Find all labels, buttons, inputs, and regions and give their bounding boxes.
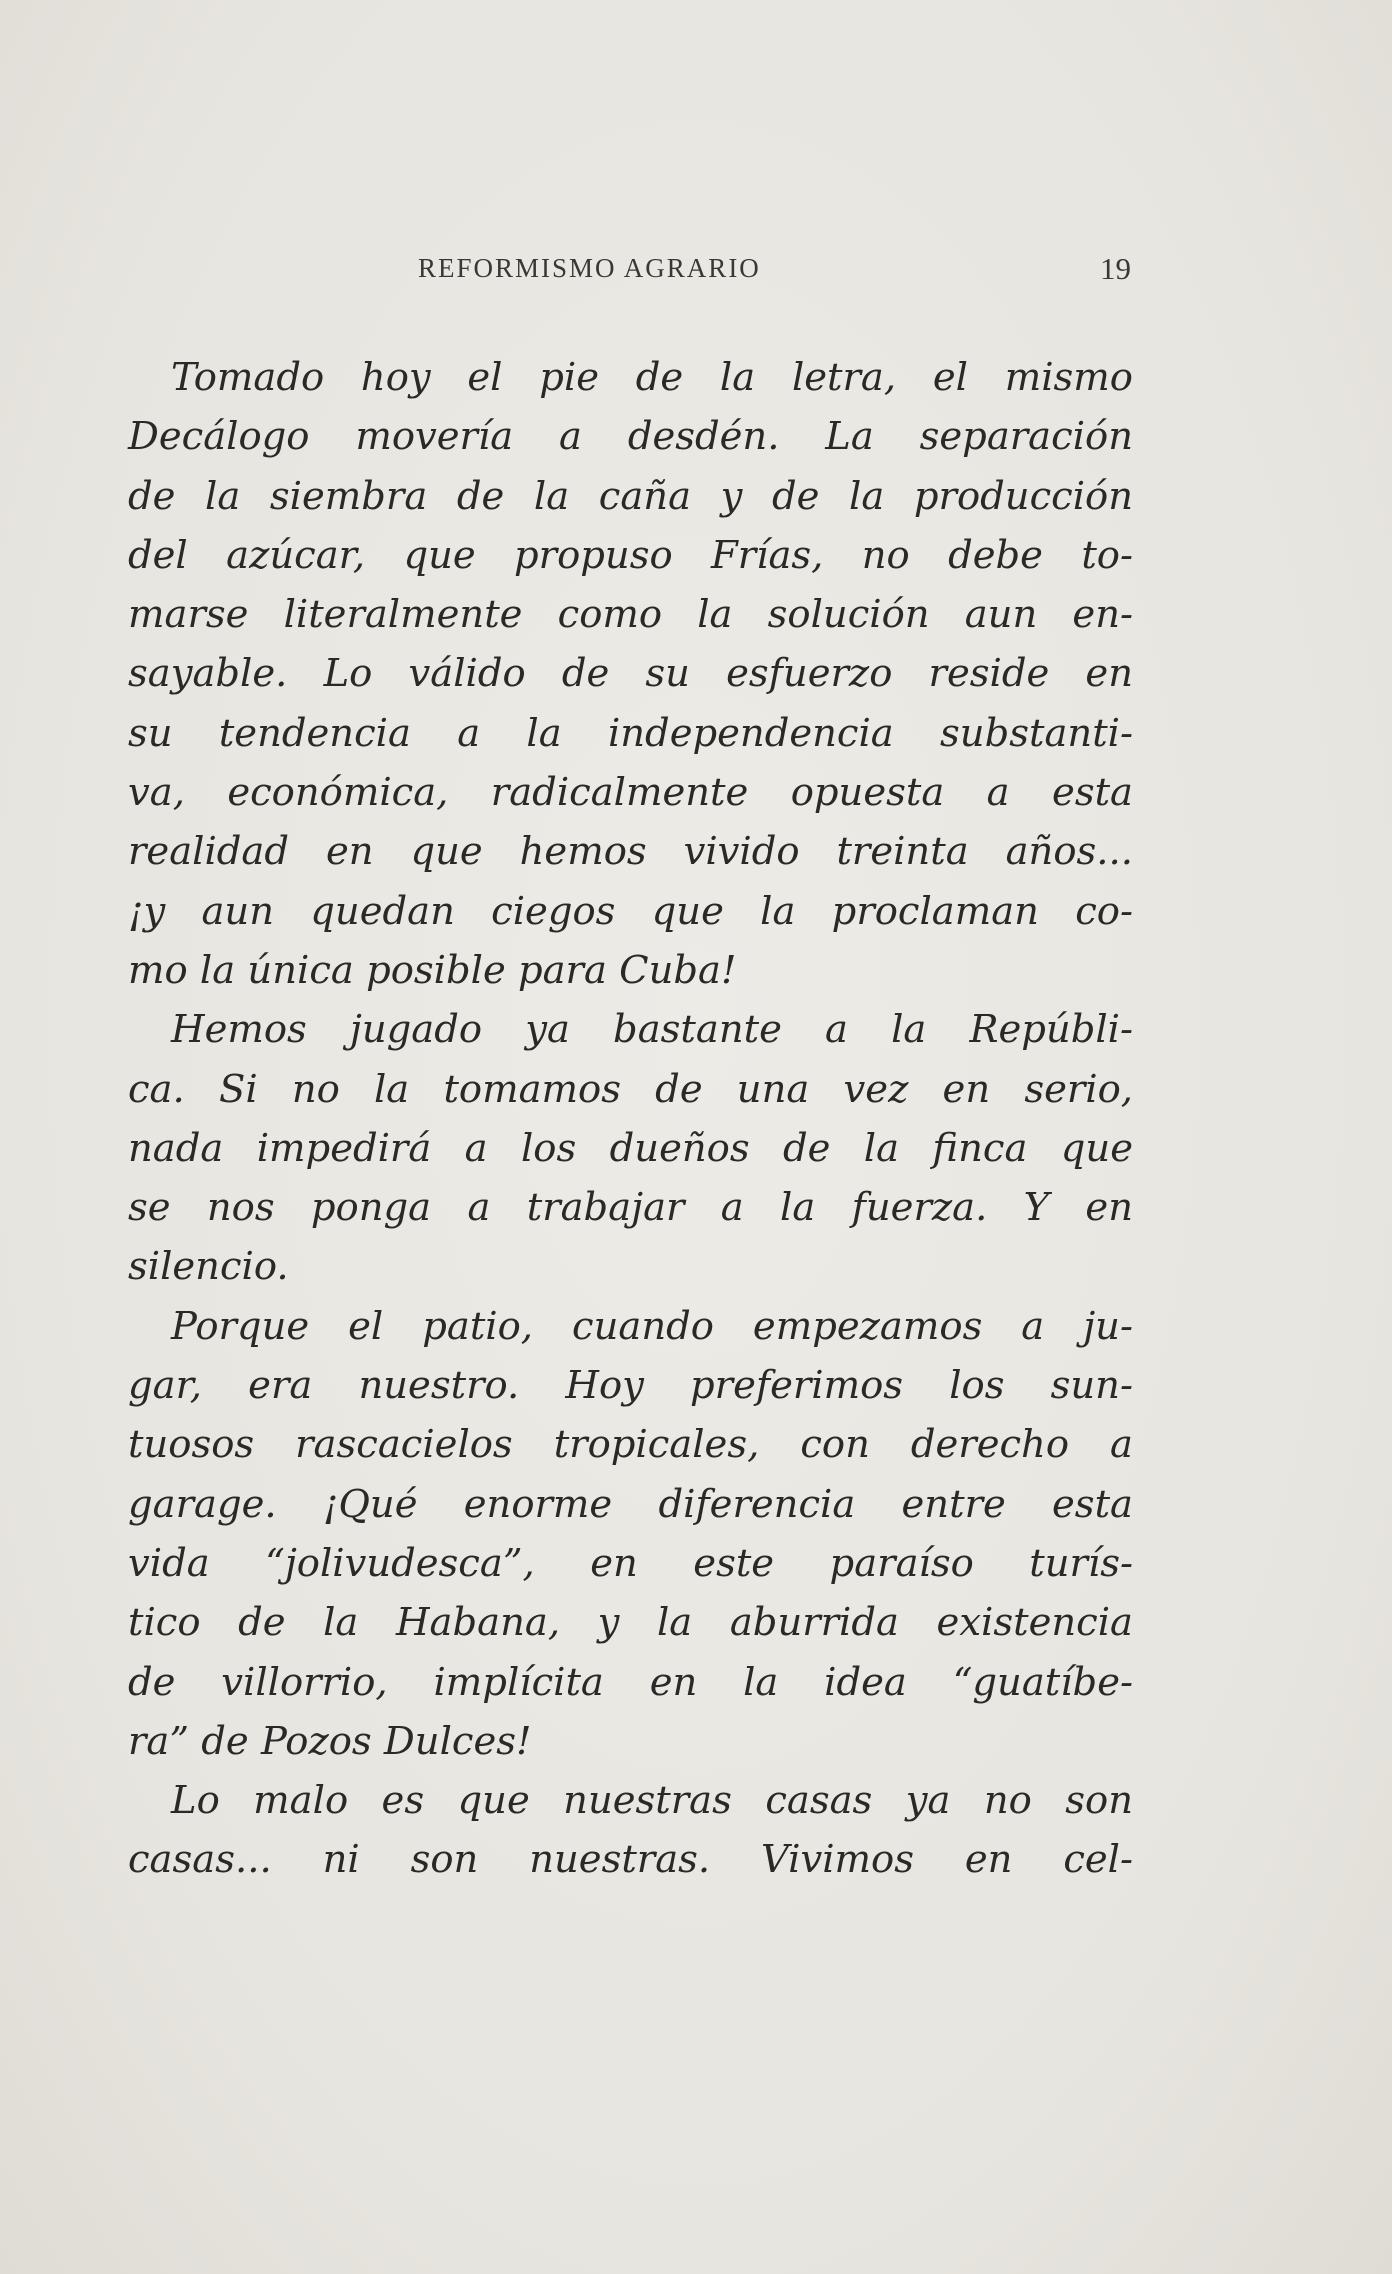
text-line: ca. Si no la tomamos de una vez en serio, bbox=[128, 1066, 1133, 1112]
text-line: de villorrio, implícita en la idea “guatíbe- bbox=[128, 1659, 1133, 1705]
text-line: Hemos jugado ya bastante a la Repúbli- bbox=[171, 1007, 1133, 1053]
text-line: su tendencia a la independencia substanti- bbox=[128, 710, 1133, 756]
page-number: 19 bbox=[1100, 251, 1131, 286]
text-line: tico de la Habana, y la aburrida existencia bbox=[128, 1600, 1133, 1646]
running-head bbox=[171, 253, 1131, 293]
text-line: Decálogo movería a desdén. La separación bbox=[128, 414, 1133, 460]
text-line: nada impedirá a los dueños de la finca que bbox=[128, 1125, 1133, 1171]
text-line: va, económica, radicalmente opuesta a esta bbox=[128, 770, 1133, 816]
text-line: Tomado hoy el pie de la letra, el mismo bbox=[171, 355, 1133, 400]
text-line: tuosos rascacielos tropicales, con derecho a bbox=[128, 1422, 1133, 1468]
text-line: mo la única posible para Cuba! bbox=[128, 947, 737, 993]
text-line: ra” de Pozos Dulces! bbox=[128, 1718, 532, 1764]
text-line: ¡y aun quedan ciegos que la proclaman co- bbox=[128, 888, 1133, 934]
text-line: Lo malo es que nuestras casas ya no son bbox=[171, 1778, 1133, 1824]
text-line: garage. ¡Qué enorme diferencia entre esta bbox=[128, 1481, 1133, 1527]
text-line: silencio. bbox=[128, 1244, 289, 1290]
text-line: se nos ponga a trabajar a la fuerza. Y en bbox=[128, 1185, 1133, 1231]
text-line: casas... ni son nuestras. Vivimos en cel- bbox=[128, 1837, 1133, 1883]
text-line: del azúcar, que propuso Frías, no debe to- bbox=[128, 532, 1133, 578]
text-line: realidad en que hemos vivido treinta años... bbox=[128, 829, 1133, 875]
text-line: marse literalmente como la solución aun en- bbox=[128, 592, 1133, 638]
text-line: de la siembra de la caña y de la producción bbox=[128, 473, 1133, 519]
text-line: vida “jolivudesca”, en este paraíso turís- bbox=[128, 1540, 1133, 1586]
text-line: gar, era nuestro. Hoy preferimos los sun- bbox=[128, 1363, 1133, 1409]
text-line: sayable. Lo válido de su esfuerzo reside en bbox=[128, 651, 1133, 697]
running-title: REFORMISMO AGRARIO bbox=[418, 253, 761, 283]
body-text bbox=[128, 348, 1133, 1890]
text-line: Porque el patio, cuando empezamos a ju- bbox=[171, 1303, 1133, 1349]
